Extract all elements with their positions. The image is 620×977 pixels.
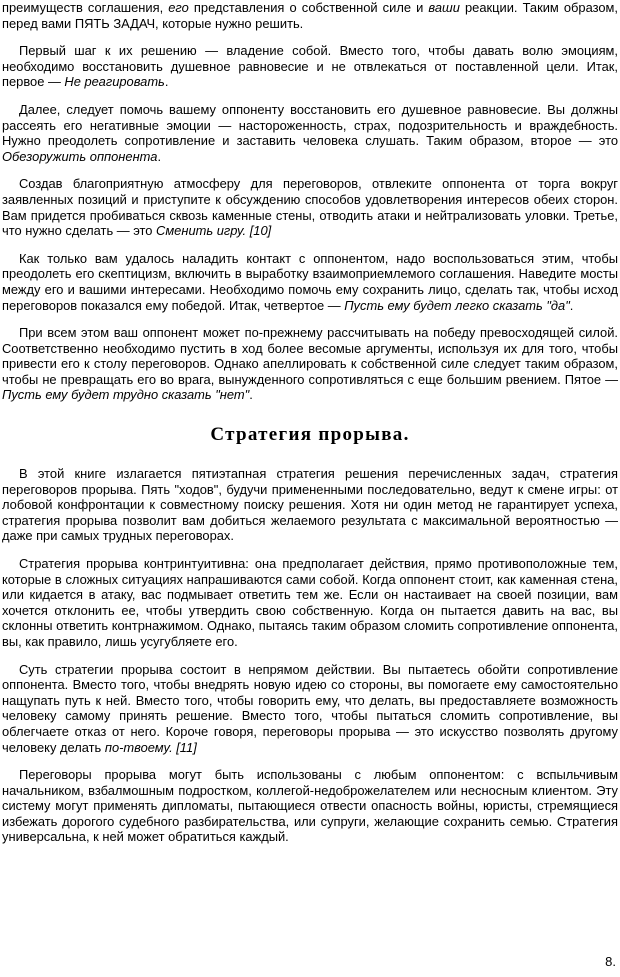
italic-text: Не реагировать: [64, 74, 165, 90]
text-run: Переговоры прорыва могут быть использованы с любым оппонентом: с вспыльчивым начальником, взбалмошным подростком, коллегой-недоброжелателем или несносным клиентом. Эту систему могут применять дипломаты, пытающиеся отвести опасность войны, юристы, стремящиеся избежать дорогого судебного разбирательства, или супруги, желающие сохранить семью. Стратегия универсальна, к ней может обратиться каждый.: [2, 767, 618, 845]
text-run: .: [249, 387, 253, 403]
section-heading: Стратегия прорыва.: [210, 424, 410, 445]
paragraph: [2, 251, 618, 313]
text-run: .: [164, 74, 169, 90]
text-run: В этой книге излагается пятиэтапная стратегия решения перечисленных задач, стратегия переговоров прорыва. Пять "ходов", будучи примененными последовательно, ведут к смене игры: от лобовой конфронтации к совместному поиску решения. Хотя ни один метод не гарантирует успеха, стратегия прорыва позволит вам добиться желаемого результата с максимальной вероятностью — даже при самых трудных переговорах.: [2, 466, 618, 544]
text-run: Суть стратегии прорыва состоит в непрямом действии. Вы пытаетесь обойти сопротивление оппонента. Вместо того, чтобы внедрять новую идею со стороны, вы помогаете ему самостоятельно нащупать путь к ней. Вместо того, чтобы говорить ему, что делать, вы предоставляете возможность человеку самому принять решение. Вместо того, чтобы пытаться сломить сопротивление, вы облегчаете отказ от него. Короче говоря, переговоры прорыва — это искусство позволять другому человеку делать: [2, 661, 618, 755]
italic-text: Обезоружить оппонента: [2, 148, 158, 164]
italic-text: Сменить игру. [10]: [156, 223, 272, 239]
body-text-section-1: [2, 0, 618, 415]
paragraph: [2, 176, 618, 238]
paragraph: [2, 43, 618, 90]
text-run: Далее, следует помочь вашему оппоненту восстановить его душевное равновесие. Вы должны рассеять его негативные эмоции — настороженность, страх, подозрительность и враждебность. Нужно преодолеть сопротивление и заставить человека слушать. Таким образом, второе — это: [2, 101, 618, 149]
italic-text: по-твоему. [11]: [104, 739, 197, 755]
text-run: Первый шаг к их решению — владение собой. Вместо того, чтобы давать волю эмоциям, необходимо восстановить душевное равновесие и не отвлекаться от поставленной цели. Итак, первое —: [2, 43, 618, 90]
italic-text: Пусть ему будет легко сказать "да": [344, 297, 570, 313]
text-run: преимуществ соглашения,: [2, 0, 169, 15]
text-run: При всем этом ваш оппонент может по-прежнему рассчитывать на победу превосходящей силой. Соответственно необходимо пустить в ход более весомые аргументы, используя их для того, чтобы привести его к столу переговоров. Однако апеллировать к собственной силе следует таким образом, чтобы не превращать его во врага, вынужденного сопротивляться с еще большим рвением. Пятое —: [2, 325, 618, 387]
text-run: представления о собственной силе и: [188, 0, 429, 15]
text-run: .: [569, 297, 574, 313]
italic-text: его: [168, 0, 189, 15]
page-number: 8.: [605, 954, 616, 969]
body-text-section-2: [2, 466, 618, 857]
text-run: .: [157, 148, 162, 164]
paragraph: [2, 0, 618, 31]
text-run: Создав благоприятную атмосферу для переговоров, отвлеките оппонента от торга вокруг заявленных позиций и приступите к обсуждению способов удовлетворения интересов обеих сторон. Вам придется пробиваться сквозь каменные стены, отводить атаки и нейтрализовать уловки. Третье, что нужно сделать — это: [2, 176, 618, 239]
paragraph: [2, 102, 618, 164]
paragraph: [2, 662, 618, 756]
italic-text: ваши: [428, 0, 460, 15]
paragraph: [2, 767, 618, 845]
text-run: реакции. Таким образом, перед вами ПЯТЬ ЗАДАЧ, которые нужно решить.: [2, 0, 618, 31]
paragraph: [2, 325, 618, 403]
text-run: Стратегия прорыва контринтуитивна: она предполагает действия, прямо противоположные тем, которые в сложных ситуациях напрашиваются сами собой. Когда оппонент стоит, как каменная стена, или кидается в атаку, вас подмывает ответить тем же. Если он настаивает на своей позиции, вам хочется отклонить ее, чтобы утвердить свою собственную. Когда он пытается давить на вас, вы склонны ответить контрнажимом. Однако, пытаясь таким образом сломить сопротивление оппонента, вы, как правило, лишь усугубляете его.: [2, 555, 618, 649]
italic-text: Пусть ему будет трудно сказать "нет": [2, 387, 250, 403]
paragraph: [2, 466, 618, 544]
paragraph: [2, 556, 618, 650]
text-run: Как только вам удалось наладить контакт с оппонентом, надо воспользоваться этим, чтобы преодолеть его скептицизм, включить в выработку взаимоприемлемого соглашения. Наведите мосты между его и вашими интересами. Необходимо помочь ему сохранить лицо, сделать так, чтобы исход переговоров показался ему победой. Итак, четвертое —: [2, 250, 618, 313]
